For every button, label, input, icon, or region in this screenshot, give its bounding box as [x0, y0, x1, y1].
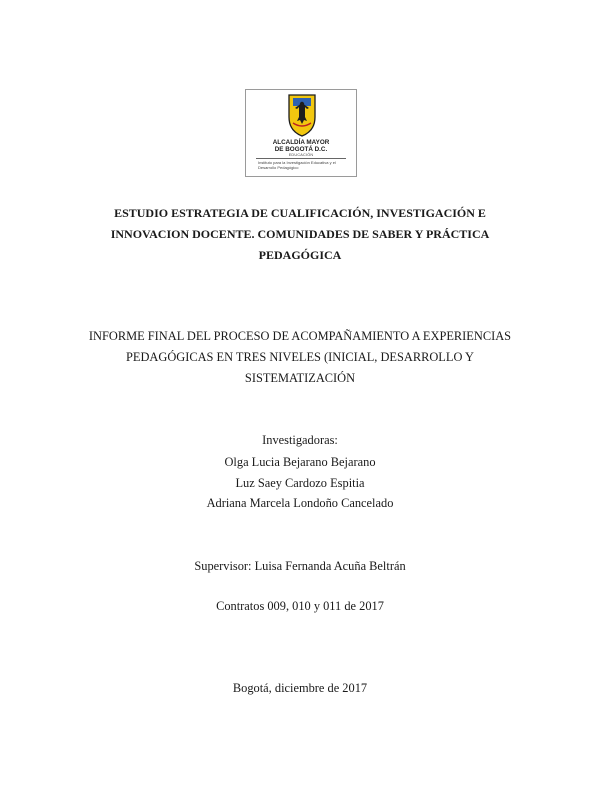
study-title-line3: PEDAGÓGICA [258, 248, 342, 262]
logo-institute-line1: Instituto para la Investigación Educativa y el [258, 160, 336, 165]
alcaldia-logo [245, 89, 357, 177]
researcher-name: Adriana Marcela Londoño Cancelado [206, 496, 394, 510]
logo-sector: EDUCACIÓN [288, 153, 314, 157]
study-title-line1: ESTUDIO ESTRATEGIA DE CUALIFICACIÓN, INVESTIGACIÓN E [114, 206, 486, 220]
researchers-heading: Investigadoras: [262, 433, 338, 447]
report-title-line1: INFORME FINAL DEL PROCESO DE ACOMPAÑAMIENTO A EXPERIENCIAS [88, 329, 512, 343]
study-title-line2: INNOVACION DOCENTE. COMUNIDADES DE SABER Y PRÁCTICA [110, 227, 490, 241]
logo-institute [258, 160, 348, 170]
logo-divider [256, 158, 346, 159]
contracts: Contratos 009, 010 y 011 de 2017 [216, 599, 384, 613]
supervisor: Supervisor: Luisa Fernanda Acuña Beltrán [194, 559, 406, 573]
place-date: Bogotá, diciembre de 2017 [232, 681, 368, 695]
researcher-name: Olga Lucia Bejarano Bejarano [224, 455, 376, 469]
report-title-line2: PEDAGÓGICAS EN TRES NIVELES (INICIAL, DESARROLLO Y [126, 350, 474, 364]
logo-institute-line2: Desarrollo Pedagógico [258, 165, 299, 170]
report-title-line3: SISTEMATIZACIÓN [244, 371, 356, 385]
researcher-name: Luz Saey Cardozo Espitia [235, 476, 365, 490]
logo-title-line1: ALCALDÍA MAYOR [272, 139, 330, 146]
logo-title-line2: DE BOGOTÁ D.C. [274, 146, 328, 153]
coat-of-arms-icon [286, 93, 318, 137]
